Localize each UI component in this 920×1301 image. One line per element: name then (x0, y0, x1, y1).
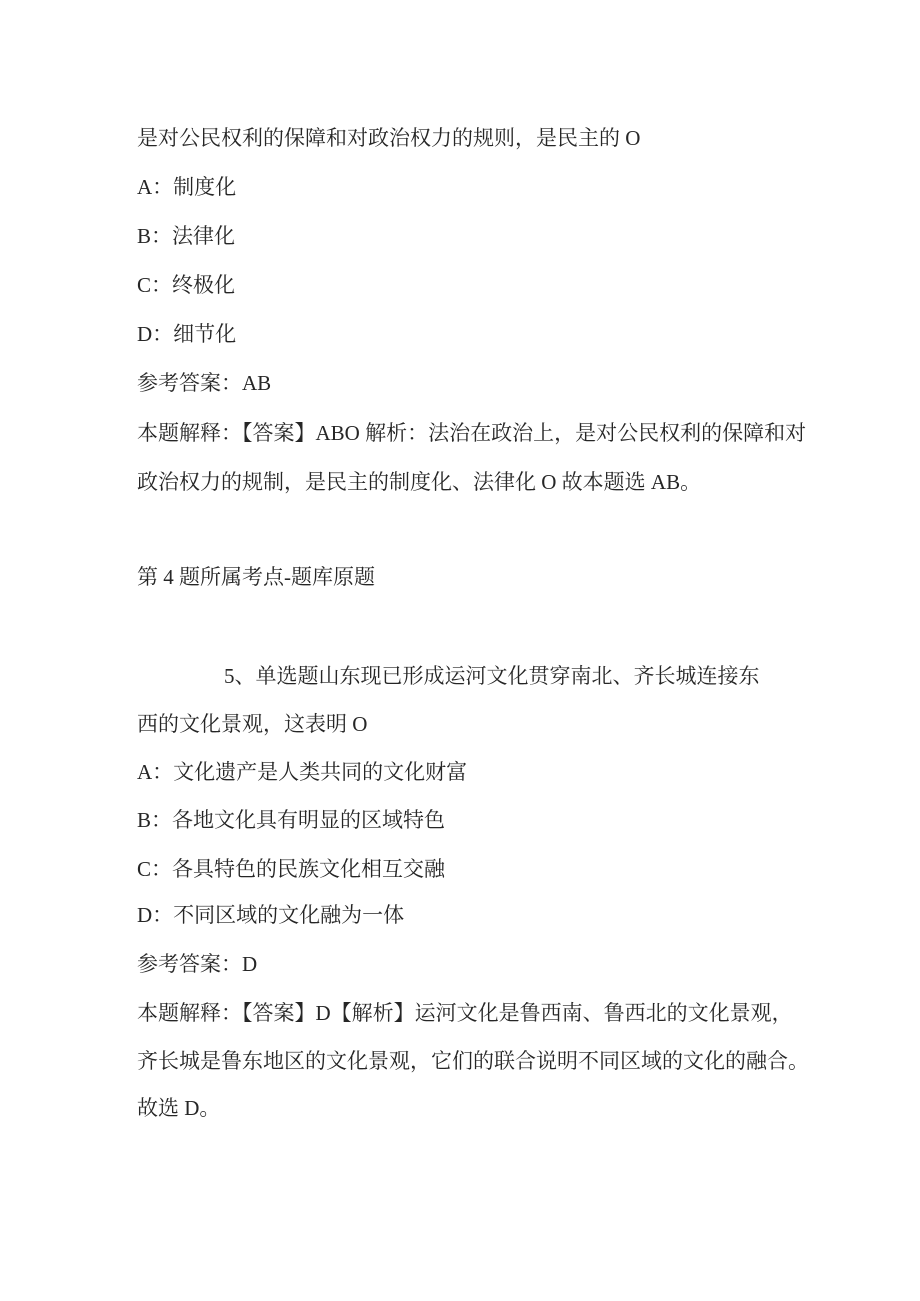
q5-option-c: C：各具特色的民族文化相互交融 (137, 857, 446, 881)
q4-option-c: C：终极化 (137, 273, 236, 297)
q5-explanation-line-3: 故选 D。 (137, 1096, 221, 1120)
q5-explanation-line-2: 齐长城是鲁东地区的文化景观，它们的联合说明不同区域的文化的融合。 (137, 1049, 809, 1073)
q4-topic-footer: 第 4 题所属考点-题库原题 (137, 565, 375, 589)
q4-option-a: A：制度化 (137, 175, 237, 199)
q4-answer-line: 参考答案：AB (137, 371, 272, 395)
q4-explanation-line-1: 本题解释：【答案】ABO 解析：法治在政治上，是对公民权利的保障和对 (137, 421, 807, 445)
q4-option-b: B：法律化 (137, 224, 236, 248)
q4-option-d: D：细节化 (137, 322, 237, 346)
q5-option-b: B：各地文化具有明显的区域特色 (137, 808, 446, 832)
q5-answer-line: 参考答案：D (137, 952, 258, 976)
q5-option-a: A：文化遗产是人类共同的文化财富 (137, 760, 468, 784)
q5-stem-line-1: 5、单选题山东现已形成运河文化贯穿南北、齐长城连接东 (224, 664, 760, 688)
q5-explanation-line-1: 本题解释：【答案】D【解析】运河文化是鲁西南、鲁西北的文化景观， (137, 1001, 793, 1025)
q5-option-d: D：不同区域的文化融为一体 (137, 903, 405, 927)
q4-explanation-line-2: 政治权力的规制，是民主的制度化、法律化 O 故本题选 AB。 (137, 470, 702, 494)
q4-stem-line: 是对公民权利的保障和对政治权力的规则，是民主的 O (137, 126, 641, 150)
q5-stem-line-2: 西的文化景观，这表明 O (137, 712, 368, 736)
